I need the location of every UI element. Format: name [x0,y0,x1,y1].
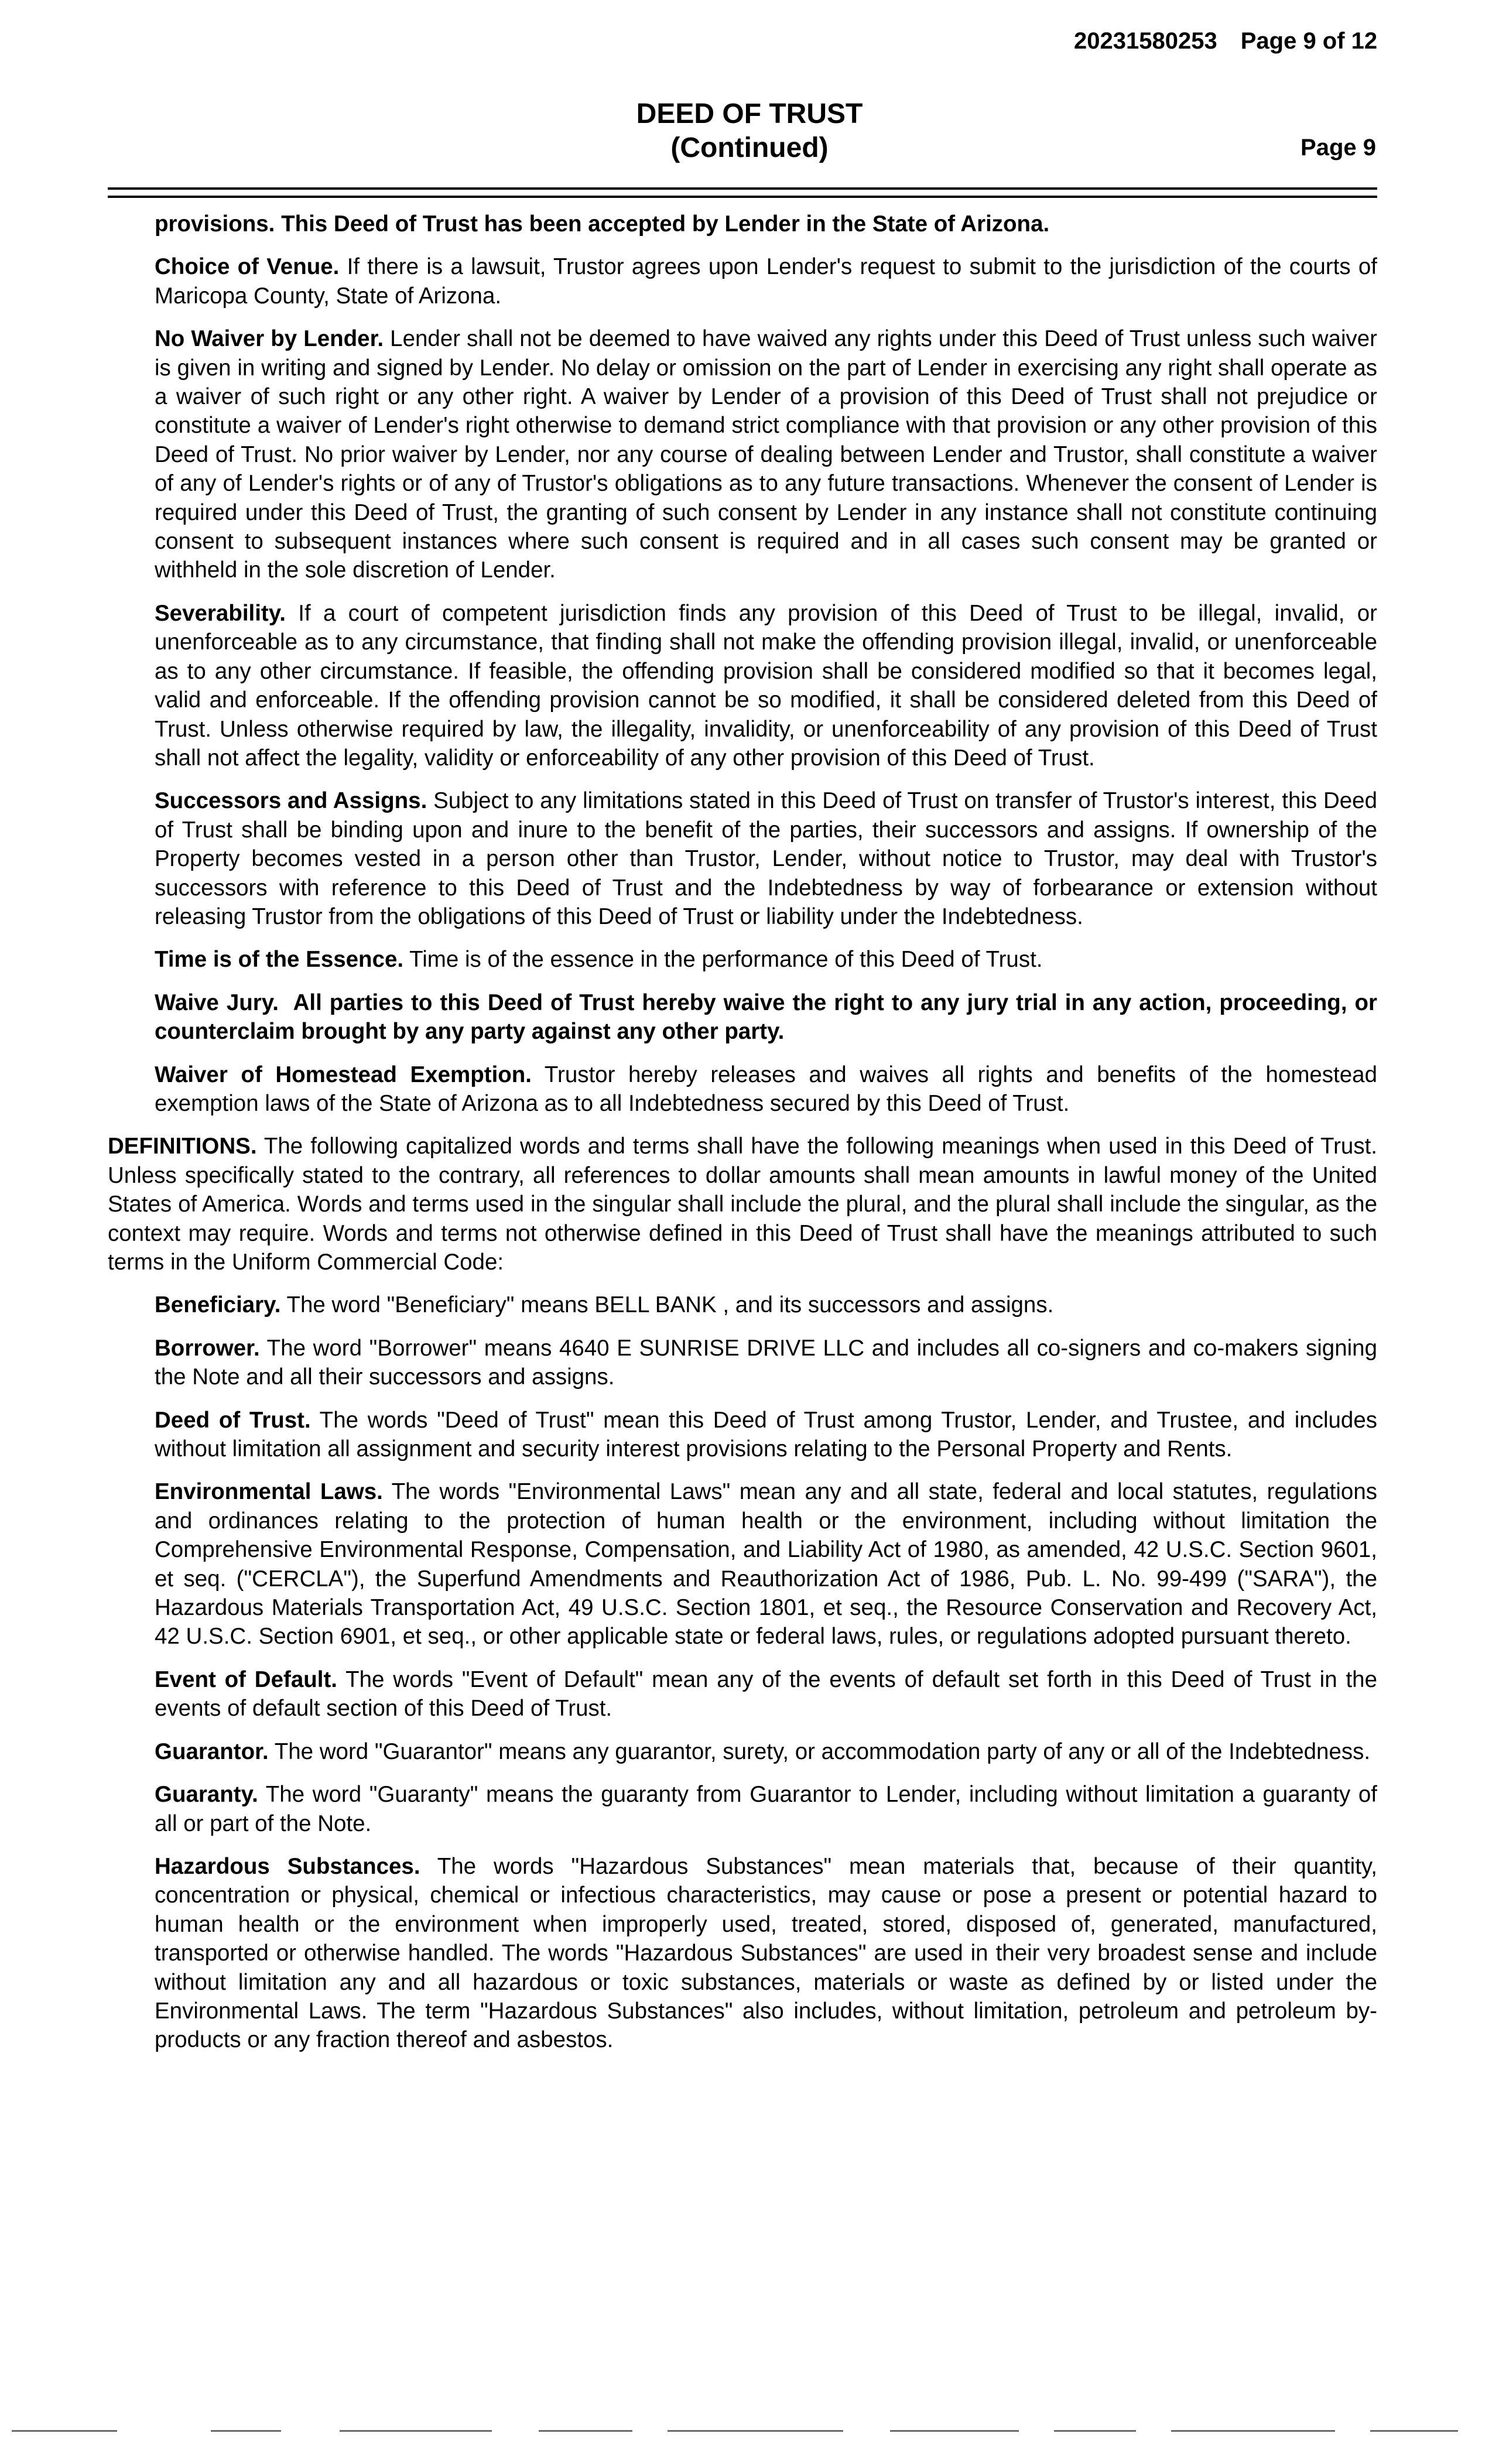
definition-guaranty [155,1780,1377,1838]
paragraph-heading: Waive Jury. [155,990,279,1015]
definition-environmental-laws [155,1477,1377,1651]
recording-header [1074,28,1411,54]
paragraph-text: If a court of competent jurisdiction finds any provision of this Deed of Trust to be illegal, invalid, or unenforceable as to any circumstance, that finding shall not make the offending provision illegal, invalid, or unenforceable as to any other circumstance. If feasible, the offending provision shall be considered modified so that it becomes legal, valid and enforceable. If the offending provision cannot be so modified, it shall be considered deleted from this Deed of Trust. Unless otherwise required by law, the illegality, invalidity, or unenforceability of any provision of this Deed of Trust shall not affect the legality, validity or enforceability of any other provision of this Deed of Trust. [155,600,1377,771]
definitions-heading: DEFINITIONS. [108,1134,257,1159]
paragraph-no-waiver [155,324,1377,585]
paragraph-text: All parties to this Deed of Trust hereby waive the right to any jury trial in any action, proceeding, or counterclaim brought by any party against any other party. [155,990,1378,1045]
definitions-intro [108,1132,1377,1277]
definition-borrower [155,1334,1377,1392]
definition-text: The word "Beneficiary" means BELL BANK , and its successors and assigns. [286,1292,1054,1318]
definition-text: The word "Borrower" means 4640 E SUNRISE DRIVE LLC and includes all co-signers and co-makers signing the Note and all their successors and assigns. [155,1335,1377,1390]
definition-hazardous-substances [155,1852,1377,2055]
paragraph-text: Subject to any limitations stated in this Deed of Trust on transfer of Trustor's interest, this Deed of Trust shall be binding upon and inure to the benefit of the parties, their successors and assigns. If ownership of the Property becomes vested in a person other than Trustor, Lender, without notice to Trustor, may deal with Trustor's successors with reference to this Deed of Trust and the Indebtedness by way of forbearance or extension without releasing Trustor from the obligations of this Deed of Trust or liability under the Indebtedness. [155,788,1378,929]
paragraph-choice-of-venue [155,252,1377,310]
paragraph-successors [155,786,1377,931]
definitions-intro-text: The following capitalized words and terms shall have the following meanings when used in this Deed of Trust. Unless specifically stated to the contrary, all references to dollar amounts shall mean amounts in lawful money of the United States of America. Words and terms used in the singular shall include the plural, and the plural shall include the singular, as the context may require. Words and terms not otherwise defined in this Deed of Trust shall have the meanings attributed to such terms in the Uniform Commercial Code: [108,1134,1377,1275]
definition-event-of-default [155,1665,1377,1723]
definition-guarantor [155,1737,1377,1766]
definition-term: Guaranty. [155,1782,258,1808]
paragraph-heading: Choice of Venue. [155,254,340,280]
page-label: Page 9 [1300,135,1376,160]
paragraph-continuation: provisions. This Deed of Trust has been accepted by Lender in the State of Arizona. [155,211,1050,237]
paragraph-heading: No Waiver by Lender. [155,326,384,352]
definition-beneficiary [155,1291,1377,1319]
paragraph-heading: Waiver of Homestead Exemption. [155,1062,532,1087]
paragraph-text: Trustor hereby releases and waives all rights and benefits of the homestead exemption laws of the State of Arizona as to all Indebtedness secured by this Deed of Trust. [155,1062,1377,1116]
definition-term: Guarantor. [155,1739,269,1764]
paragraph-heading: Time is of the Essence. [155,947,404,973]
definition-text: The words "Deed of Trust" mean this Deed of Trust among Trustor, Lender, and Trustee, and includes without limitation all assignment and security interest provisions relating to the Personal Property and Rents. [155,1407,1377,1462]
paragraph-waive-jury [155,988,1377,1046]
paragraph-heading: Successors and Assigns. [155,788,427,814]
definition-term: Borrower. [155,1335,260,1361]
definition-term: Event of Default. [155,1666,337,1692]
definition-text: The word "Guaranty" means the guaranty from Guarantor to Lender, including without limitation a guaranty of all or part of the Note. [155,1782,1377,1836]
paragraph-text: If there is a lawsuit, Trustor agrees upon Lender's request to submit to the jurisdiction of the courts of Maricopa County, State of Arizona. [155,254,1377,309]
definition-text: The word "Guarantor" means any guarantor, surety, or accommodation party of any or all of the Indebtedness. [274,1739,1371,1764]
document-title: DEED OF TRUST [636,98,863,129]
paragraph-heading: Severability. [155,600,286,626]
paragraph-text: Lender shall not be deemed to have waived any rights under this Deed of Trust unless such waiver is given in writing and signed by Lender. No delay or omission on the part of Lender in exercising any right shall operate as a waiver of such right or any other right. A waiver by Lender of a provision of this Deed of Trust shall not prejudice or constitute a waiver of Lender's right otherwise to demand strict compliance with that provision or any other provision of this Deed of Trust. No prior waiver by Lender, nor any course of dealing between Lender and Trustor, shall constitute a waiver of any of Lender's rights or of any of Trustor's obligations as to any future transactions. Whenever the consent of Lender is required under this Deed of Trust, the granting of such consent by Lender in any instance shall not constitute continuing consent to subsequent instances where such consent is required and in all cases such consent may be granted or withheld in the sole discretion of Lender. [155,326,1377,583]
recording-number: 20231580253 [1074,28,1217,54]
definition-text: The words "Environmental Laws" mean any and all state, federal and local statutes, regulations and ordinances relating to the protection of human health or the environment, including without limitation the Comprehensive Environmental Response, Compensation, and Liability Act of 1980, as amended, 42 U.S.C. Section 9601, et seq. ("CERCLA"), the Superfund Amendments and Reauthorization Act of 1986, Pub. L. No. 99-499 ("SARA"), the Hazardous Materials Transportation Act, 49 U.S.C. Section 1801, et seq., the Resource Conservation and Recovery Act, 42 U.S.C. Section 6901, et seq., or other applicable state or federal laws, rules, or regulations adopted pursuant thereto. [155,1479,1377,1649]
definition-term: Hazardous Substances. [155,1853,420,1879]
paragraph-time-essence [155,945,1377,974]
paragraph-text: Time is of the essence in the performance of this Deed of Trust. [409,947,1043,973]
definition-term: Environmental Laws. [155,1479,383,1505]
header-rule-top [108,187,1377,190]
paragraph-homestead [155,1060,1377,1118]
definition-deed-of-trust [155,1406,1377,1464]
definition-text: The words "Hazardous Substances" mean materials that, because of their quantity, concentration or physical, chemical or infectious characteristics, may cause or pose a present or potential hazard to human health or the environment when improperly used, treated, stored, disposed of, generated, manufactured, transported or otherwise handled. The words "Hazardous Substances" are used in their very broadest sense and include without limitation any and all hazardous or toxic substances, materials or waste as defined by or listed under the Environmental Laws. The term "Hazardous Substances" also includes, without limitation, petroleum and petroleum by-products or any fraction thereof and asbestos. [155,1853,1378,2053]
definition-term: Beneficiary. [155,1292,281,1318]
header-rule-bottom [108,196,1377,198]
scan-artifact-line [12,2430,1487,2436]
document-body [108,210,1377,2069]
paragraph-severability [155,599,1377,772]
document-subtitle: (Continued) [670,132,829,163]
definition-term: Deed of Trust. [155,1407,311,1433]
definition-text: The words "Event of Default" mean any of the events of default set forth in this Deed of Trust in the events of default section of this Deed of Trust. [155,1666,1377,1722]
page-of-count: Page 9 of 12 [1240,28,1378,54]
